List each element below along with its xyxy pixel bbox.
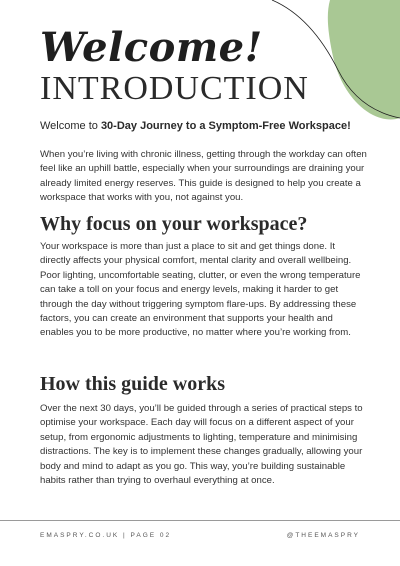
lead-prefix: Welcome to — [40, 120, 101, 132]
welcome-script-heading: Welcome! — [40, 24, 263, 71]
section-heading-how-guide-works: How this guide works — [40, 373, 226, 395]
section-heading-why-focus: Why focus on your workspace? — [40, 213, 308, 235]
footer-site-page: EMASPRY.CO.UK | PAGE 02 — [40, 532, 172, 539]
green-blob-shape — [328, 0, 400, 119]
lead-line — [40, 120, 370, 132]
section-body-why-focus: Your workspace is more than just a place to sit and get things done. It directly affects your physical comfort, mental clarity and overall wellbeing. Poor lighting, uncomfortable seating, clutter, or even the wrong temperature can take a toll on your focus and energy levels, making it harder to get through the day without triggering symptom flare-ups. By addressing these factors, you can create an environment that supports your health and enables you to be more productive, no matter where you’re working from. — [40, 241, 361, 339]
section-body-how-guide-works: Over the next 30 days, you’ll be guided through a series of practical steps to optimise your workspace. Each day will focus on a different aspect of your setup, from ergonomic adjustments to lighting, temperature and minimising distractions. The key is to implement these changes gradually, allowing your body and mind to adapt as you go. This way, you’re building sustainable habits rather than trying to overhaul everything at once. — [40, 403, 363, 487]
footer-handle: @THEEMASPRY — [286, 532, 360, 539]
footer-divider — [0, 520, 400, 521]
page-title: INTRODUCTION — [40, 70, 309, 107]
intro-paragraph: When you’re living with chronic illness, getting through the workday can often feel like an uphill battle, especially when your surroundings are draining your already limited energy reserves. This guide is designed to help you create a workspace that works with you, not against you. — [40, 149, 367, 204]
lead-bold-title: 30-Day Journey to a Symptom-Free Workspace! — [100, 120, 351, 132]
